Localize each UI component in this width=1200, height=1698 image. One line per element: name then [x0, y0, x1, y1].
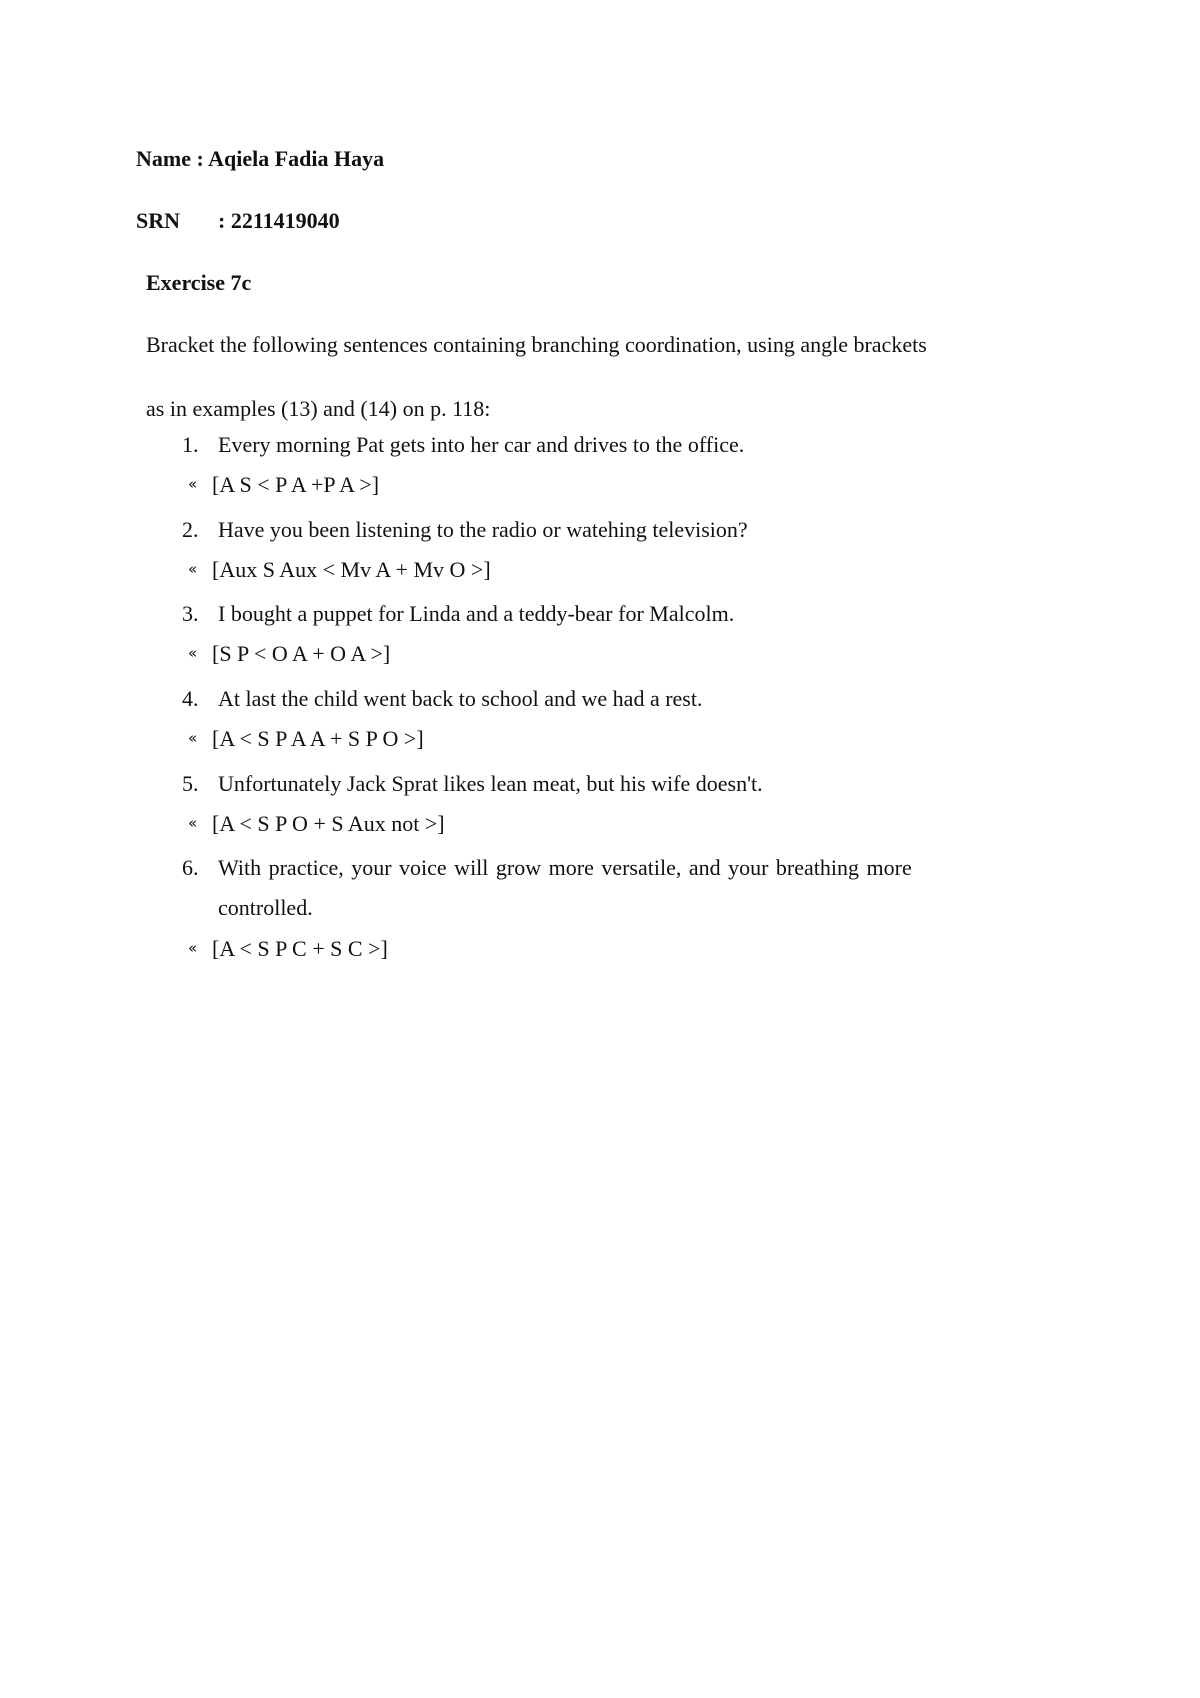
- answer-text: [Aux S Aux < Mv A + Mv O >]: [212, 557, 491, 582]
- answer-text: [A < S P C + S C >]: [212, 936, 388, 961]
- item-number: 5.: [182, 771, 199, 796]
- bullet-arrow-icon: «: [188, 644, 198, 662]
- item-answer: [188, 643, 390, 665]
- bullet-arrow-icon: «: [188, 560, 198, 578]
- answer-text: [A S < P A +P A >]: [212, 472, 380, 497]
- instruction-line-2: as in examples (13) and (14) on p. 118:: [146, 396, 491, 421]
- instruction-line-1: Bracket the following sentences containing branching coordination, using angle brackets: [146, 332, 927, 357]
- item-answer: [188, 474, 379, 496]
- srn-value: : 2211419040: [218, 208, 340, 233]
- bullet-arrow-icon: «: [188, 475, 198, 493]
- list-item: [182, 519, 748, 541]
- student-srn: [136, 210, 340, 232]
- item-number: 3.: [182, 601, 199, 626]
- item-number: 2.: [182, 517, 199, 542]
- answer-text: [S P < O A + O A >]: [212, 641, 391, 666]
- list-item: [182, 773, 763, 795]
- item-sentence: Have you been listening to the radio or watehing television?: [218, 517, 748, 542]
- item-answer: [188, 728, 424, 750]
- bullet-arrow-icon: «: [188, 729, 198, 747]
- item-answer: [188, 938, 388, 960]
- srn-label: SRN: [136, 208, 181, 233]
- item-sentence: At last the child went back to school and we had a rest.: [218, 686, 703, 711]
- item-sentence-continued: controlled.: [218, 895, 313, 920]
- item-number: 4.: [182, 686, 199, 711]
- list-item: [182, 603, 734, 625]
- bullet-arrow-icon: «: [188, 814, 198, 832]
- item-answer: [188, 813, 445, 835]
- item-sentence: Every morning Pat gets into her car and drives to the office.: [218, 432, 745, 457]
- answer-text: [A < S P A A + S P O >]: [212, 726, 424, 751]
- bullet-arrow-icon: «: [188, 939, 198, 957]
- list-item: [182, 688, 702, 710]
- student-name: Name : Aqiela Fadia Haya: [136, 146, 385, 171]
- item-number: 1.: [182, 432, 199, 457]
- exercise-title: Exercise 7c: [146, 270, 252, 295]
- item-sentence: With practice, your voice will grow more versatile, and your breathing more: [218, 855, 912, 880]
- answer-text: [A < S P O + S Aux not >]: [212, 811, 445, 836]
- item-sentence: Unfortunately Jack Sprat likes lean meat, but his wife doesn't.: [218, 771, 763, 796]
- item-sentence: I bought a puppet for Linda and a teddy-bear for Malcolm.: [218, 601, 735, 626]
- list-item: [182, 434, 744, 456]
- item-answer: [188, 559, 491, 581]
- item-number: 6.: [182, 855, 199, 880]
- list-item: [182, 857, 912, 879]
